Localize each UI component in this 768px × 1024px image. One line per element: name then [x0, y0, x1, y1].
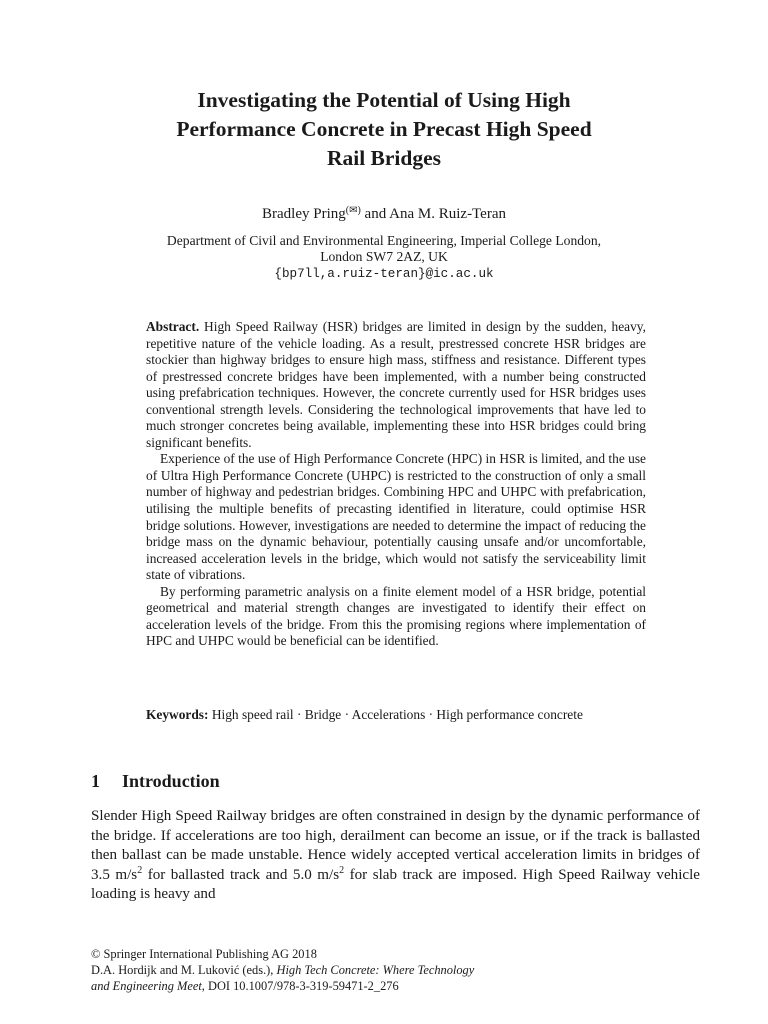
author-name: Bradley Pring	[262, 206, 346, 222]
body-text-segment: for ballasted track and 5.0 m/s	[142, 866, 340, 883]
section-heading	[91, 770, 491, 792]
body-text-segment: Slender High Speed Railway bridges are often constrained in design by the dynamic performance of the bridge. If accelerations are too high, derailment can become an issue, or if the track is ballasted then ballast can be made unstable. Hence widely accepted vertical acceleration limits in bridges of 3.5 m/s	[91, 808, 700, 883]
author-email: {bp7ll,a.ruiz-teran}@ic.ac.uk	[274, 266, 494, 281]
section-number: 1	[91, 771, 100, 791]
abstract-paragraph	[146, 319, 646, 451]
paper-title	[100, 86, 668, 173]
editors: D.A. Hordijk and M. Luković (eds.),	[91, 963, 274, 977]
affiliation-line: Department of Civil and Environmental Engineering, Imperial College London,	[166, 233, 602, 248]
copyright-line: © Springer International Publishing AG 2018	[91, 947, 317, 961]
title-line-1: Investigating the Potential of Using High	[197, 88, 571, 112]
abstract-label: Abstract.	[146, 319, 200, 334]
introduction-body	[91, 807, 700, 905]
abstract-paragraph: By performing parametric analysis on a finite element model of a HSR bridge, potential geometrical and material strength changes are investigated to identify their effect on acceleration levels of the bridge. From this the promising regions where implementation of HPC and UHPC would be beneficial can be identified.	[146, 583, 646, 649]
book-title: High Tech Concrete: Where Technology	[276, 963, 475, 977]
abstract	[146, 319, 646, 650]
title-line-3: Rail Bridges	[326, 146, 442, 170]
page-footer	[91, 946, 691, 994]
title-line-2: Performance Concrete in Precast High Speed	[176, 117, 592, 141]
keywords-label: Keywords:	[146, 707, 209, 722]
corresponding-author-envelope-icon: (✉)	[345, 205, 361, 216]
keywords	[146, 707, 646, 724]
body-text-segment: for slab track are imposed. High Speed Railway vehicle loading is heavy and	[91, 866, 700, 902]
keywords-text: High speed rail · Bridge · Accelerations · High performance concrete	[211, 707, 583, 722]
author-name: Ana M. Ruiz-Teran	[389, 206, 506, 222]
body-paragraph	[91, 807, 700, 905]
author-list	[100, 201, 668, 224]
abstract-text: High Speed Railway (HSR) bridges are limited in design by the sudden, heavy, repetitive nature of the vehicle loading. As a result, prestressed concrete HSR bridges are stockier than highway bridges to ensure high mass, stiffness and resistance. Different types of prestressed concrete bridges have been implemented, with a number being constructed using prefabrication techniques. However, the concrete currently used for HSR bridges uses conventional strength levels. Considering the technological improvements that have led to much stronger concretes being available, implementing these into HSR bridges could bring significant benefits.	[146, 319, 646, 450]
superscript: 2	[137, 864, 143, 876]
superscript: 2	[339, 864, 345, 876]
abstract-paragraph: Experience of the use of High Performance Concrete (HPC) in HSR is limited, and the use of Ultra High Performance Concrete (UHPC) is restricted to the construction of only a small number of highway and pedestrian bridges. Combining HPC and UHPC with prefabrication, utilising the multiple benefits of precasting identified in literature, could optimise HSR bridge solutions. However, investigations are needed to determine the impact of reducing the bridge mass on the dynamic behaviour, potentially causing unsafe and/or uncomfortable, increased acceleration levels in the bridge, which would not satisfy the serviceability limit state of vibrations.	[146, 451, 646, 583]
citation-line	[91, 962, 691, 978]
section-title: Introduction	[122, 771, 220, 791]
affiliation-line: London SW7 2AZ, UK	[320, 249, 448, 265]
citation-line	[91, 978, 691, 994]
book-title: and Engineering Meet	[91, 979, 202, 993]
affiliation	[120, 233, 648, 282]
author-conjunction: and	[364, 206, 387, 222]
doi: , DOI 10.1007/978-3-319-59471-2_276	[201, 979, 399, 993]
